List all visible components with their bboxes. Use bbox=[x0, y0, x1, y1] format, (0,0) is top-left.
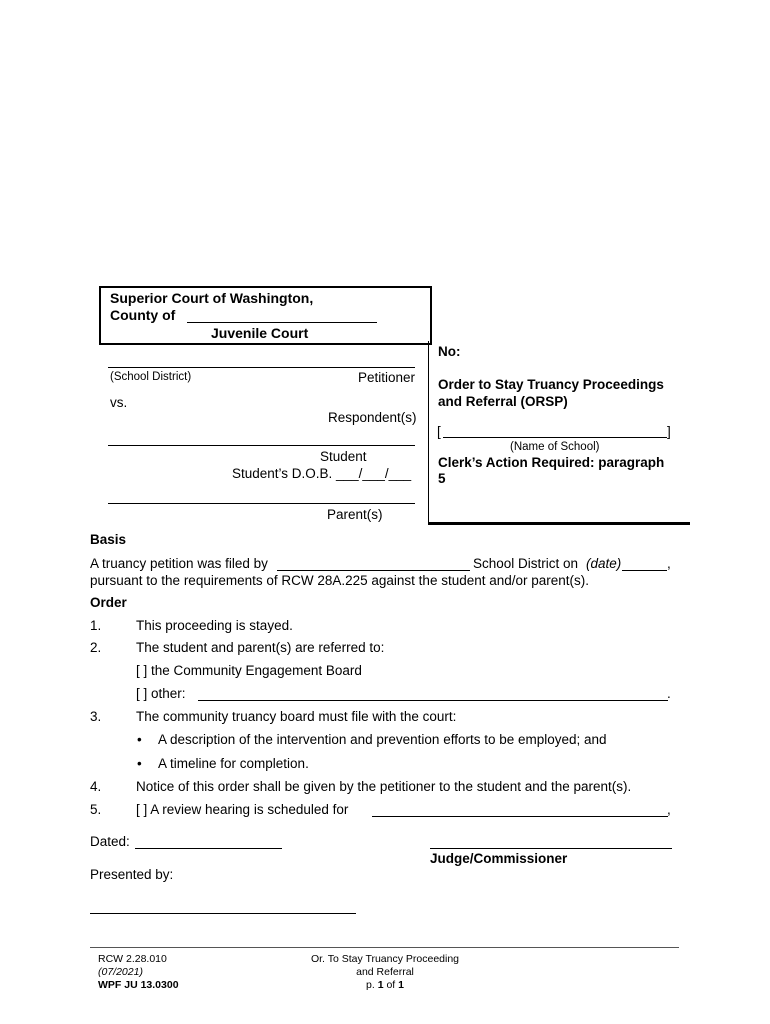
presented-by-label: Presented by: bbox=[90, 867, 174, 882]
footer-title-line1: Or. To Stay Truancy Proceeding bbox=[310, 953, 460, 965]
order-item-2-text: The student and parent(s) are referred to: bbox=[136, 640, 385, 655]
order-heading: Order bbox=[90, 595, 127, 610]
parents-label: Parent(s) bbox=[327, 507, 383, 522]
judge-label: Judge/Commissioner bbox=[430, 851, 568, 866]
footer-rcw: RCW 2.28.010 bbox=[98, 953, 167, 965]
footer-revision: (07/2021) bbox=[98, 966, 143, 978]
referral-option-other[interactable]: [ ] other: bbox=[136, 686, 186, 701]
county-label: County of bbox=[110, 307, 176, 323]
judge-signature-line bbox=[430, 848, 672, 849]
basis-line1-prefix: A truancy petition was filed by bbox=[90, 556, 268, 571]
juvenile-court-label: Juvenile Court bbox=[211, 325, 309, 341]
school-name-line bbox=[443, 437, 667, 438]
order-item-4-num: 4. bbox=[90, 779, 102, 794]
order-item-1-text: This proceeding is stayed. bbox=[136, 618, 293, 633]
filed-by-line bbox=[277, 570, 470, 571]
order-item-4-text: Notice of this order shall be given by the petitioner to the student and the parent(s). bbox=[136, 779, 632, 794]
dated-line bbox=[135, 848, 282, 849]
order-item-3-num: 3. bbox=[90, 709, 102, 724]
petitioner-label: Petitioner bbox=[358, 370, 416, 385]
school-district-label: (School District) bbox=[110, 371, 192, 383]
clerk-action-line2: 5 bbox=[438, 471, 446, 486]
order-item-5-text[interactable]: [ ] A review hearing is scheduled for bbox=[136, 802, 349, 817]
order-item-5-end: , bbox=[667, 802, 671, 817]
caption-divider bbox=[428, 341, 429, 522]
form-title-line1: Order to Stay Truancy Proceedings bbox=[438, 377, 664, 392]
referral-other-end: . bbox=[667, 686, 671, 701]
order-item-5-num: 5. bbox=[90, 802, 102, 817]
footer-rule bbox=[90, 947, 679, 948]
bullet-2-text: A timeline for completion. bbox=[158, 756, 309, 771]
basis-line1-middle: School District on bbox=[473, 556, 579, 571]
presented-by-line bbox=[90, 913, 356, 914]
respondents-label: Respondent(s) bbox=[328, 410, 417, 425]
name-of-school-label: (Name of School) bbox=[510, 441, 600, 453]
court-name: Superior Court of Washington, bbox=[110, 290, 314, 306]
basis-date-label: (date) bbox=[586, 556, 622, 571]
form-title-line2: and Referral (ORSP) bbox=[438, 394, 568, 409]
footer-page-of: of bbox=[386, 979, 396, 991]
footer-page-total: 1 bbox=[398, 979, 404, 991]
county-line bbox=[187, 322, 377, 323]
school-bracket-close: ] bbox=[667, 424, 671, 439]
basis-line2: pursuant to the requirements of RCW 28A.225 against the student and/or parent(s). bbox=[90, 573, 590, 588]
student-line bbox=[108, 445, 415, 446]
footer-page-current: 1 bbox=[377, 979, 384, 991]
basis-line1-end: , bbox=[667, 556, 671, 571]
bullet-1-dot: • bbox=[137, 732, 142, 747]
school-district-line bbox=[108, 367, 415, 368]
footer-page-prefix: p. bbox=[366, 979, 375, 991]
student-label: Student bbox=[320, 449, 367, 464]
order-item-1-num: 1. bbox=[90, 618, 102, 633]
dated-label: Dated: bbox=[90, 834, 130, 849]
school-bracket-open: [ bbox=[437, 424, 441, 439]
footer-title-line2: and Referral bbox=[356, 966, 414, 978]
parents-line bbox=[108, 503, 415, 504]
order-item-3-text: The community truancy board must file with the court: bbox=[136, 709, 457, 724]
bullet-1-text: A description of the intervention and prevention efforts to be employed; and bbox=[158, 732, 607, 747]
referral-other-line bbox=[198, 700, 668, 701]
case-number-label: No: bbox=[438, 344, 461, 359]
order-item-2-num: 2. bbox=[90, 640, 102, 655]
clerk-action-line1: Clerk’s Action Required: paragraph bbox=[438, 455, 665, 470]
vs-label: vs. bbox=[110, 395, 128, 410]
referral-option-ceb[interactable]: [ ] the Community Engagement Board bbox=[136, 663, 362, 678]
bullet-2-dot: • bbox=[137, 756, 142, 771]
basis-heading: Basis bbox=[90, 532, 127, 547]
footer-form-id: WPF JU 13.0300 bbox=[98, 979, 179, 991]
caption-bottom-rule bbox=[428, 522, 690, 525]
basis-date-line bbox=[622, 570, 667, 571]
student-dob-label: Student’s D.O.B. ___/___/___ bbox=[232, 466, 412, 481]
review-hearing-line bbox=[372, 816, 668, 817]
footer-page-number bbox=[300, 979, 470, 991]
